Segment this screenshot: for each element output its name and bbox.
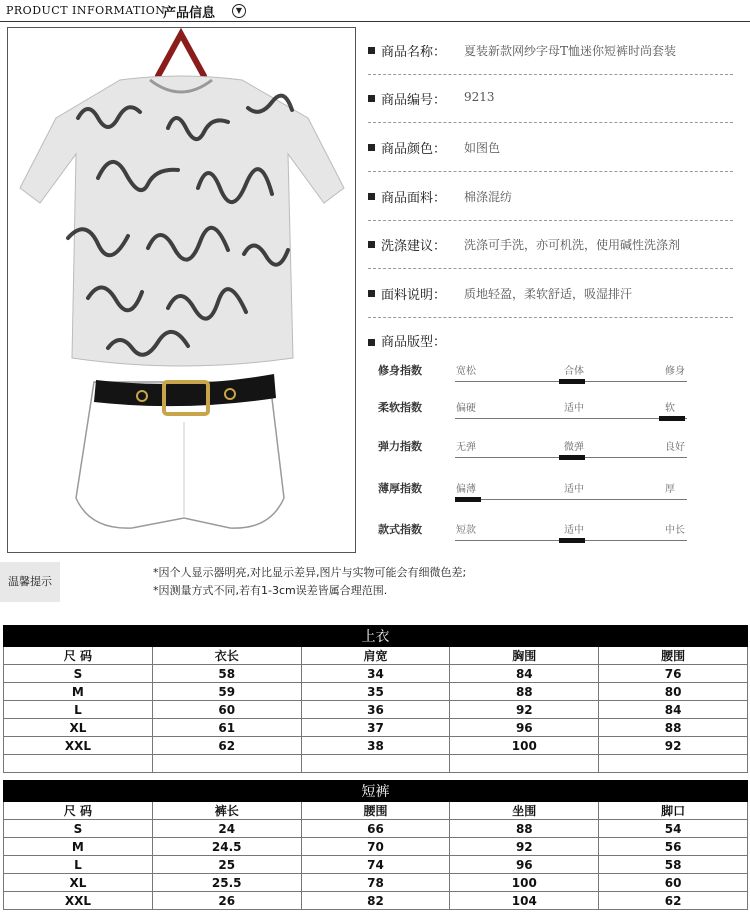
table-cell: 24.5: [152, 838, 301, 856]
table-header-cell: 坐围: [450, 802, 599, 820]
hanger-icon: [158, 34, 204, 76]
table-header-cell: 腰围: [301, 802, 450, 820]
table-cell: 58: [152, 665, 301, 683]
notice-line-2: *因测量方式不同,若有1-3cm误差皆属合理范围.: [153, 584, 388, 597]
fit-scale-option: 偏硬: [456, 403, 476, 414]
bullet-square-icon: [368, 144, 375, 151]
table-cell: 59: [152, 683, 301, 701]
fit-scale-label: 薄厚指数: [378, 482, 422, 495]
fit-scale-marker: [659, 416, 685, 421]
table-cell: [599, 755, 748, 773]
table-cell: M: [4, 683, 153, 701]
bullet-square-icon: [368, 241, 375, 248]
version-title: 商品版型：: [368, 331, 446, 350]
fit-scale-option: 良好: [665, 442, 685, 453]
table-cell: 92: [450, 838, 599, 856]
table-band: [4, 781, 748, 802]
fit-scale-row: [378, 362, 688, 402]
bullet-square-icon: [368, 193, 375, 200]
table-cell: 60: [152, 701, 301, 719]
belt-shape: [94, 374, 276, 406]
table-row: [4, 892, 748, 910]
table-row: [4, 820, 748, 838]
table-cell: 34: [301, 665, 450, 683]
fit-scale-option: 修身: [665, 366, 685, 377]
table-cell: 92: [599, 737, 748, 755]
table-cell: 54: [599, 820, 748, 838]
table-header-cell: 脚口: [599, 802, 748, 820]
fit-scale-label: 柔软指数: [378, 401, 422, 414]
table-cell: [450, 755, 599, 773]
table-row: [4, 856, 748, 874]
header-title-en: PRODUCT INFORMATION: [6, 4, 166, 17]
table-cell: 62: [152, 737, 301, 755]
fit-scale-track: [455, 499, 687, 500]
fit-scale-label: 款式指数: [378, 523, 422, 536]
table-cell: [152, 755, 301, 773]
fit-scale-option: 短款: [456, 525, 476, 536]
bullet-square-icon: [368, 339, 375, 346]
table-cell: S: [4, 665, 153, 683]
bullet-square-icon: [368, 290, 375, 297]
fit-scale-option: 偏薄: [456, 484, 476, 495]
attr-name: 商品名称： 夏装新款网纱字母T恤迷你短裤时尚套装: [368, 26, 733, 75]
table-cell: 38: [301, 737, 450, 755]
bullet-square-icon: [368, 47, 375, 54]
shorts-size-table: [3, 780, 748, 910]
table-cell: 70: [301, 838, 450, 856]
fit-scale-label: 弹力指数: [378, 440, 422, 453]
table-header-cell: 裤长: [152, 802, 301, 820]
fit-scale-option: 软: [665, 403, 675, 414]
table-cell: 100: [450, 737, 599, 755]
product-illustration: [8, 28, 355, 552]
table-row: [4, 701, 748, 719]
table-row: [4, 737, 748, 755]
table-cell: 76: [599, 665, 748, 683]
table-cell: 37: [301, 719, 450, 737]
table-cell: 56: [599, 838, 748, 856]
fit-scale-option: 厚: [665, 484, 675, 495]
table-cell: 24: [152, 820, 301, 838]
fit-scale-row: [378, 399, 688, 439]
bullet-square-icon: [368, 95, 375, 102]
table-cell: [4, 755, 153, 773]
fit-scale-row: [378, 480, 688, 520]
fit-scale-option: 适中: [564, 525, 584, 536]
fit-scale-option: 无弹: [456, 442, 476, 453]
table-cell: XL: [4, 719, 153, 737]
table-cell: XXL: [4, 892, 153, 910]
table-row: [4, 719, 748, 737]
table-row: [4, 665, 748, 683]
table-cell: 62: [599, 892, 748, 910]
attr-fabric-desc: 面料说明： 质地轻盈，柔软舒适，吸湿排汗: [368, 269, 733, 318]
attr-fabric: 商品面料： 棉涤混纺: [368, 172, 733, 221]
attr-code: 商品编号： 9213: [368, 74, 733, 123]
table-header-cell: 肩宽: [301, 647, 450, 665]
table-cell: 92: [450, 701, 599, 719]
fit-scale-marker: [455, 497, 481, 502]
table-header-cell: 衣长: [152, 647, 301, 665]
fit-scale-option: 合体: [564, 366, 584, 377]
table-cell: 80: [599, 683, 748, 701]
fit-scale-label: 修身指数: [378, 364, 422, 377]
fit-scale-option: 适中: [564, 403, 584, 414]
table-cell: 58: [599, 856, 748, 874]
table-cell: M: [4, 838, 153, 856]
table-cell: 104: [450, 892, 599, 910]
table-band: [4, 626, 748, 647]
table-cell: 84: [599, 701, 748, 719]
table-cell: XL: [4, 874, 153, 892]
header-title-cn: 产品信息: [163, 6, 216, 21]
fit-scale-option: 宽松: [456, 366, 476, 377]
table-band-title: 上衣: [4, 626, 748, 647]
fit-scale-option: 中长: [665, 525, 685, 536]
table-cell: 36: [301, 701, 450, 719]
table-header-cell: 尺 码: [4, 802, 153, 820]
table-cell: 100: [450, 874, 599, 892]
fit-scale-row: [378, 521, 688, 561]
table-row: [4, 838, 748, 856]
fit-scale-option: 适中: [564, 484, 584, 495]
table-cell: L: [4, 856, 153, 874]
table-cell: 61: [152, 719, 301, 737]
table-band-title: 短裤: [4, 781, 748, 802]
fit-scale-track: [455, 418, 687, 419]
table-cell: 88: [450, 820, 599, 838]
table-row: [4, 874, 748, 892]
table-cell: 84: [450, 665, 599, 683]
table-cell: 25: [152, 856, 301, 874]
header-rule: [0, 21, 750, 22]
table-row: [4, 755, 748, 773]
table-cell: 82: [301, 892, 450, 910]
table-row: [4, 683, 748, 701]
table-cell: 96: [450, 856, 599, 874]
table-header-row: [4, 647, 748, 665]
table-cell: 25.5: [152, 874, 301, 892]
product-photo: [7, 27, 356, 553]
attr-color: 商品颜色： 如图色: [368, 123, 733, 172]
fit-scale-marker: [559, 455, 585, 460]
fit-scale-row: [378, 438, 688, 478]
attr-washing: 洗涤建议： 洗涤可手洗，亦可机洗，使用碱性洗涤剂: [368, 220, 733, 269]
fit-scale-option: 微弹: [564, 442, 584, 453]
table-header-row: [4, 802, 748, 820]
table-header-cell: 胸围: [450, 647, 599, 665]
table-cell: 60: [599, 874, 748, 892]
table-cell: 35: [301, 683, 450, 701]
chevron-down-circle-icon: ▼: [232, 4, 246, 18]
table-cell: 74: [301, 856, 450, 874]
section-header: [0, 0, 750, 22]
table-header-cell: 腰围: [599, 647, 748, 665]
notice-line-1: *因个人显示器明亮,对比显示差异,图片与实物可能会有细微色差;: [153, 566, 467, 579]
table-cell: 66: [301, 820, 450, 838]
table-cell: XXL: [4, 737, 153, 755]
table-cell: L: [4, 701, 153, 719]
table-cell: 88: [450, 683, 599, 701]
fit-scale-marker: [559, 538, 585, 543]
table-header-cell: 尺 码: [4, 647, 153, 665]
table-cell: 26: [152, 892, 301, 910]
table-cell: [301, 755, 450, 773]
table-cell: 88: [599, 719, 748, 737]
tops-size-table: [3, 625, 748, 773]
table-cell: S: [4, 820, 153, 838]
table-cell: 78: [301, 874, 450, 892]
table-cell: 96: [450, 719, 599, 737]
notice-label: 温馨提示: [0, 562, 60, 602]
fit-scale-marker: [559, 379, 585, 384]
